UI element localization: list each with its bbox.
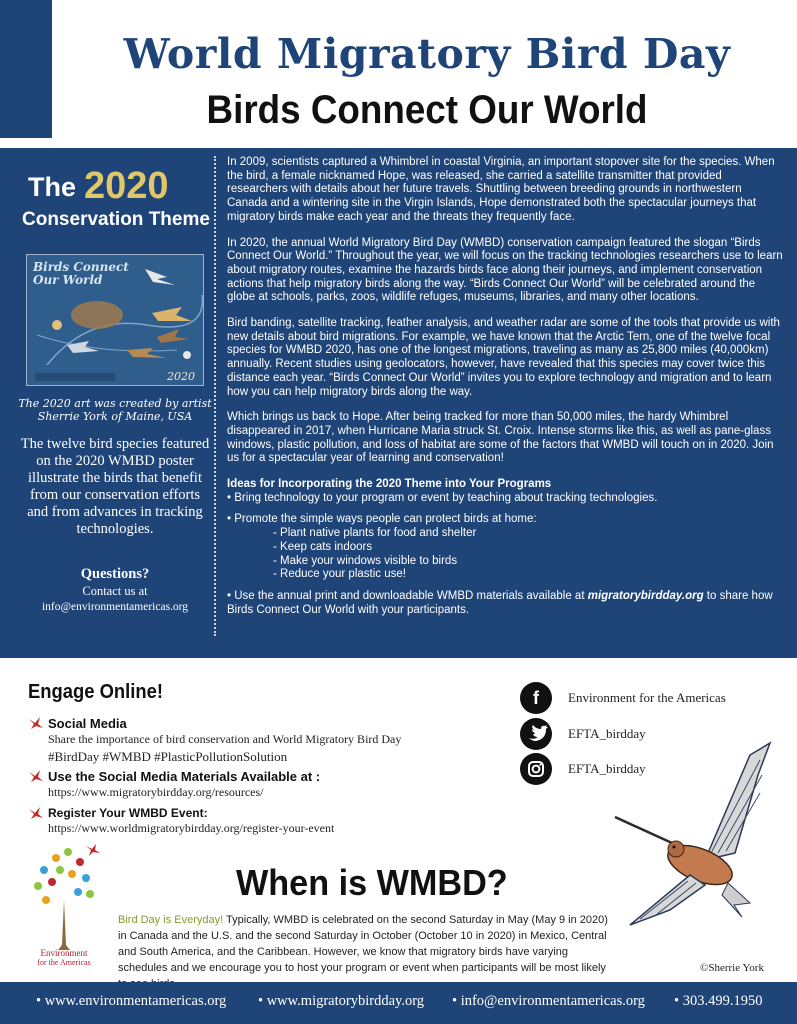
footer-website-1[interactable]: • www.environmentamericas.org: [36, 993, 227, 1009]
instagram-icon: [520, 753, 552, 785]
ideas-heading: Ideas for Incorporating the 2020 Theme into Your Programs: [227, 478, 552, 491]
article-paragraph-2: In 2020, the annual World Migratory Bird Day (WMBD) conservation campaign featured the slogan “Birds Connect Our World.” Throughout the year, we will focus on the tracking technologies researchers use to learn about migratory routes, examine the hazards birds face along their journeys, and implement conservation actions that help migratory birds along the way. “Birds Connect Our World” will be celebrated around the globe at schools, parks, zoos, wildlife refuges, museums, libraries, and many other locations.: [227, 236, 783, 304]
idea-sub-item: - Make your windows visible to birds: [273, 554, 458, 567]
idea-bullet-3: [227, 590, 785, 617]
poster-year: 2020: [167, 370, 195, 383]
social-media-description: Share the importance of bird conservation and World Migratory Bird Day: [48, 732, 402, 746]
illustration-credit: ©Sherrie York: [700, 962, 764, 974]
register-title: Register Your WMBD Event:: [48, 806, 208, 820]
footer-bar: [0, 982, 797, 1024]
twitter-label: EFTA_birdday: [568, 726, 646, 741]
resources-link[interactable]: https://www.migratorybirdday.org/resources/: [48, 785, 264, 799]
article-paragraph-1: In 2009, scientists captured a Whimbrel in coastal Virginia, an important stopover site for the species. When the bird, a female nicknamed Hope, was released, she carried a satellite transmitter that provided researchers with details about her future travels. Shuttling between breeding grounds in northwestern Canada and a wintering site in the Virgin Islands, Hope demonstrated both the spectacular journeys that migratory birds make each year and the threats they frequently face.: [227, 156, 775, 223]
facebook-label: Environment for the Americas: [568, 690, 726, 705]
twitter-icon: [520, 718, 552, 750]
art-credit-line2: Sherrie York of Maine, USA: [37, 410, 193, 423]
logo-line1: Environment: [40, 948, 88, 958]
instagram-label: EFTA_birdday: [568, 761, 646, 776]
theme-section: [0, 148, 797, 658]
idea-bullet-1: • Bring technology to your program or event by teaching about tracking technologies.: [227, 491, 658, 504]
header-accent-bar: [0, 0, 52, 138]
migratorybirdday-link[interactable]: migratorybirdday.org: [587, 589, 704, 602]
theme-the-label: The: [28, 172, 77, 202]
facebook-icon: f: [520, 682, 552, 714]
theme-label: Conservation Theme: [22, 209, 210, 230]
idea-sub-item: - Reduce your plastic use!: [273, 568, 406, 581]
red-bird-icon: [28, 806, 44, 820]
footer-email[interactable]: • info@environmentamericas.org: [452, 993, 645, 1009]
idea-bullet-3-prefix: • Use the annual print and downloadable WMBD materials available at: [227, 589, 588, 602]
contact-email-link[interactable]: info@environmentamericas.org: [41, 601, 189, 613]
whimbrel-illustration: [610, 735, 785, 935]
when-body: Typically, WMBD is celebrated on the second Saturday in May (May 9 in 2020) in Canada and the U.S. and the second Saturday in October (October 10 in 2020) in Mexico, Central and South America, and the Caribbean. However, we know that migratory birds have varying schedules and we encourage you to host your program or event when participants will be most likely: [118, 914, 608, 974]
page-subtitle: Birds Connect Our World: [206, 88, 648, 132]
red-bird-icon: [28, 769, 44, 783]
social-media-title: Social Media: [48, 716, 127, 731]
page-title: World Migratory Bird Day: [123, 30, 731, 78]
species-description: The twelve bird species featured on the 2020 WMBD poster illustrate the birds that benefit from our conservation efforts and from advances in tracking technologies.: [20, 436, 210, 537]
logo-line2: for the Americas: [37, 958, 91, 967]
art-credit: [10, 397, 220, 423]
article-body: [227, 156, 785, 617]
idea-bullet-3-suffix: to share how Birds Connect Our World with your participants.: [227, 589, 773, 616]
contact-text: Contact us at: [82, 584, 148, 598]
hashtags: #BirdDay #WMBD #PlasticPollutionSolution: [48, 749, 288, 764]
idea-sub-item: - Keep cats indoors: [273, 540, 373, 553]
red-bird-icon: [28, 716, 44, 730]
when-heading: When is WMBD?: [236, 862, 508, 903]
footer-website-2[interactable]: • www.migratorybirdday.org: [258, 993, 425, 1009]
engage-heading: Engage Online!: [28, 681, 163, 703]
art-credit-line1: The 2020 art was created by artist: [18, 397, 212, 410]
poster-title: Birds Connect Our World: [33, 260, 129, 287]
idea-sub-item: - Plant native plants for food and shelter: [273, 527, 477, 540]
article-paragraph-4: Which brings us back to Hope. After being tracked for more than 50,000 miles, the hardy Whimbrel disappeared in 2017, when Hurricane Maria struck St. Croix. Intense storms like this, as well as pane-glass windows, plastic pollution, and loss of habitat are some of the factors that WMBD will touch on in 2020. Join us for a spectacular year of learning and conservation!: [227, 411, 774, 465]
poster-image: [26, 254, 204, 386]
register-link[interactable]: https://www.worldmigratorybirdday.org/register-your-event: [48, 821, 335, 835]
bird-day-accent: Bird Day is Everyday!: [118, 914, 224, 926]
when-description: [118, 912, 608, 992]
dotted-divider: [214, 156, 216, 636]
theme-year: 2020: [84, 165, 169, 207]
questions-heading: Questions?: [80, 566, 150, 582]
article-paragraph-3: Bird banding, satellite tracking, feather analysis, and weather radar are some of the tools that provide us with new details about bird migrations. For example, we have known that the Arctic Tern, one of the twelve focal species for WMBD 2020, has one of the longest migrations, traveling as many as 25,800 miles (40,000km) annually. Recent studies using geolocators, however, have revealed that this species may cover twice this distance each year. “Birds Connect Our World” invites you to explore technology and migration and to learn how you can help migratory birds along the way.: [227, 317, 780, 398]
idea-bullet-2: • Promote the simple ways people can protect birds at home:: [227, 513, 537, 526]
footer-phone[interactable]: • 303.499.1950: [674, 993, 763, 1009]
social-materials-title: Use the Social Media Materials Available at :: [48, 769, 321, 784]
